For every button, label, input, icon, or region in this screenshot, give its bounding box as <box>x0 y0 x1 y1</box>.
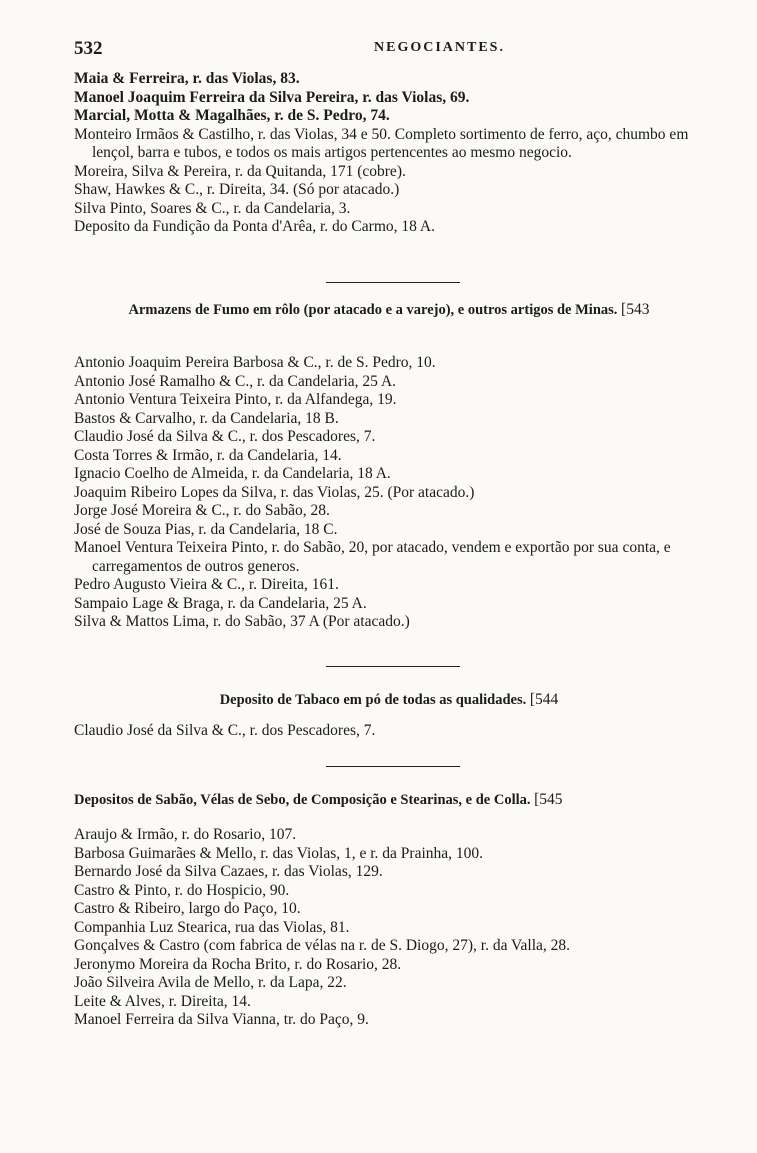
running-head: NEGOCIANTES. <box>374 40 505 55</box>
list-item: Jorge José Moreira & C., r. do Sabão, 28. <box>74 502 330 519</box>
list-item: Castro & Ribeiro, largo do Paço, 10. <box>74 900 301 917</box>
list-item: Deposito da Fundição da Ponta d'Arêa, r. do Carmo, 18 A. <box>74 218 435 235</box>
page-number: 532 <box>74 38 103 59</box>
list-item: José de Souza Pias, r. da Candelaria, 18 C. <box>74 520 338 538</box>
divider <box>326 766 460 767</box>
list-item: Jeronymo Moreira da Rocha Brito, r. do Rosario, 28. <box>74 955 402 973</box>
list-item: Barbosa Guimarães & Mello, r. das Violas, 1, e r. da Prainha, 100. <box>74 844 484 862</box>
list-item: Castro & Pinto, r. do Hospicio, 90. <box>74 881 290 899</box>
list-item: Leite & Alves, r. Direita, 14. <box>74 992 251 1010</box>
section2-heading <box>74 301 704 319</box>
list-item: Joaquim Ribeiro Lopes da Silva, r. das Violas, 25. (Por atacado.) <box>74 483 475 501</box>
list-item: Shaw, Hawkes & C., r. Direita, 34. (Só por atacado.) <box>74 181 400 198</box>
list-item: Antonio Joaquim Pereira Barbosa & C., r. de S. Pedro, 10. <box>74 354 436 371</box>
list-item: Moreira, Silva & Pereira, r. da Quitanda, 171 (cobre). <box>74 162 406 180</box>
list-item: Sampaio Lage & Braga, r. da Candelaria, 25 A. <box>74 594 367 612</box>
list-item: Pedro Augusto Vieira & C., r. Direita, 161. <box>74 576 339 593</box>
section2-list <box>74 354 704 632</box>
list-item: Claudio José da Silva & C., r. dos Pescadores, 7. <box>74 428 376 445</box>
page-header <box>74 38 694 62</box>
section1-list <box>74 70 704 237</box>
section2-ref: [543 <box>621 301 650 318</box>
list-item: Bernardo José da Silva Cazaes, r. das Violas, 129. <box>74 863 383 880</box>
list-item: Ignacio Coelho de Almeida, r. da Candelaria, 18 A. <box>74 465 391 482</box>
section2-title: Armazens de Fumo em rôlo (por atacado e a varejo), e outros artigos de Minas. <box>128 302 618 318</box>
list-item: Maia & Ferreira, r. das Violas, 83. <box>74 70 300 87</box>
list-item: Araujo & Irmão, r. do Rosario, 107. <box>74 826 297 843</box>
list-item: Gonçalves & Castro (com fabrica de vélas na r. de S. Diogo, 27), r. da Valla, 28. <box>74 937 571 954</box>
section3-title: Deposito de Tabaco em pó de todas as qualidades. <box>219 692 527 708</box>
divider <box>326 666 460 667</box>
list-item: Claudio José da Silva & C., r. dos Pescadores, 7. <box>74 722 376 739</box>
list-item: Companhia Luz Stearica, rua das Violas, 81. <box>74 918 350 936</box>
section4-heading <box>74 791 704 809</box>
list-item: Antonio Ventura Teixeira Pinto, r. da Alfandega, 19. <box>74 391 397 408</box>
section4-ref: [545 <box>534 791 563 808</box>
section4-list <box>74 826 704 1030</box>
list-item: João Silveira Avila de Mello, r. da Lapa, 22. <box>74 974 347 991</box>
section3-list <box>74 722 704 741</box>
list-item: Silva & Mattos Lima, r. do Sabão, 37 A (Por atacado.) <box>74 613 410 630</box>
divider <box>326 282 460 283</box>
list-item: Marcial, Motta & Magalhães, r. de S. Pedro, 74. <box>74 107 390 124</box>
section3-ref: [544 <box>529 691 559 708</box>
list-item: Manoel Joaquim Ferreira da Silva Pereira, r. das Violas, 69. <box>74 88 470 106</box>
list-item: Monteiro Irmãos & Castilho, r. das Violas, 34 e 50. Completo sortimento de ferro, aço, chumbo em lençol, barra e tubos, e todos os mais artigos pertencentes ao mesmo negocio. <box>74 125 689 161</box>
list-item: Silva Pinto, Soares & C., r. da Candelaria, 3. <box>74 199 351 217</box>
list-item: Manoel Ferreira da Silva Vianna, tr. do Paço, 9. <box>74 1011 369 1028</box>
list-item: Costa Torres & Irmão, r. da Candelaria, 14. <box>74 446 342 464</box>
section3-heading <box>74 691 704 709</box>
list-item: Antonio José Ramalho & C., r. da Candelaria, 25 A. <box>74 372 397 390</box>
section4-title: Depositos de Sabão, Vélas de Sebo, de Composição e Stearinas, e de Colla. <box>74 792 531 808</box>
list-item: Manoel Ventura Teixeira Pinto, r. do Sabão, 20, por atacado, vendem e exportão por sua conta, e carregamentos de outros generos. <box>74 539 671 575</box>
list-item: Bastos & Carvalho, r. da Candelaria, 18 B. <box>74 409 339 427</box>
